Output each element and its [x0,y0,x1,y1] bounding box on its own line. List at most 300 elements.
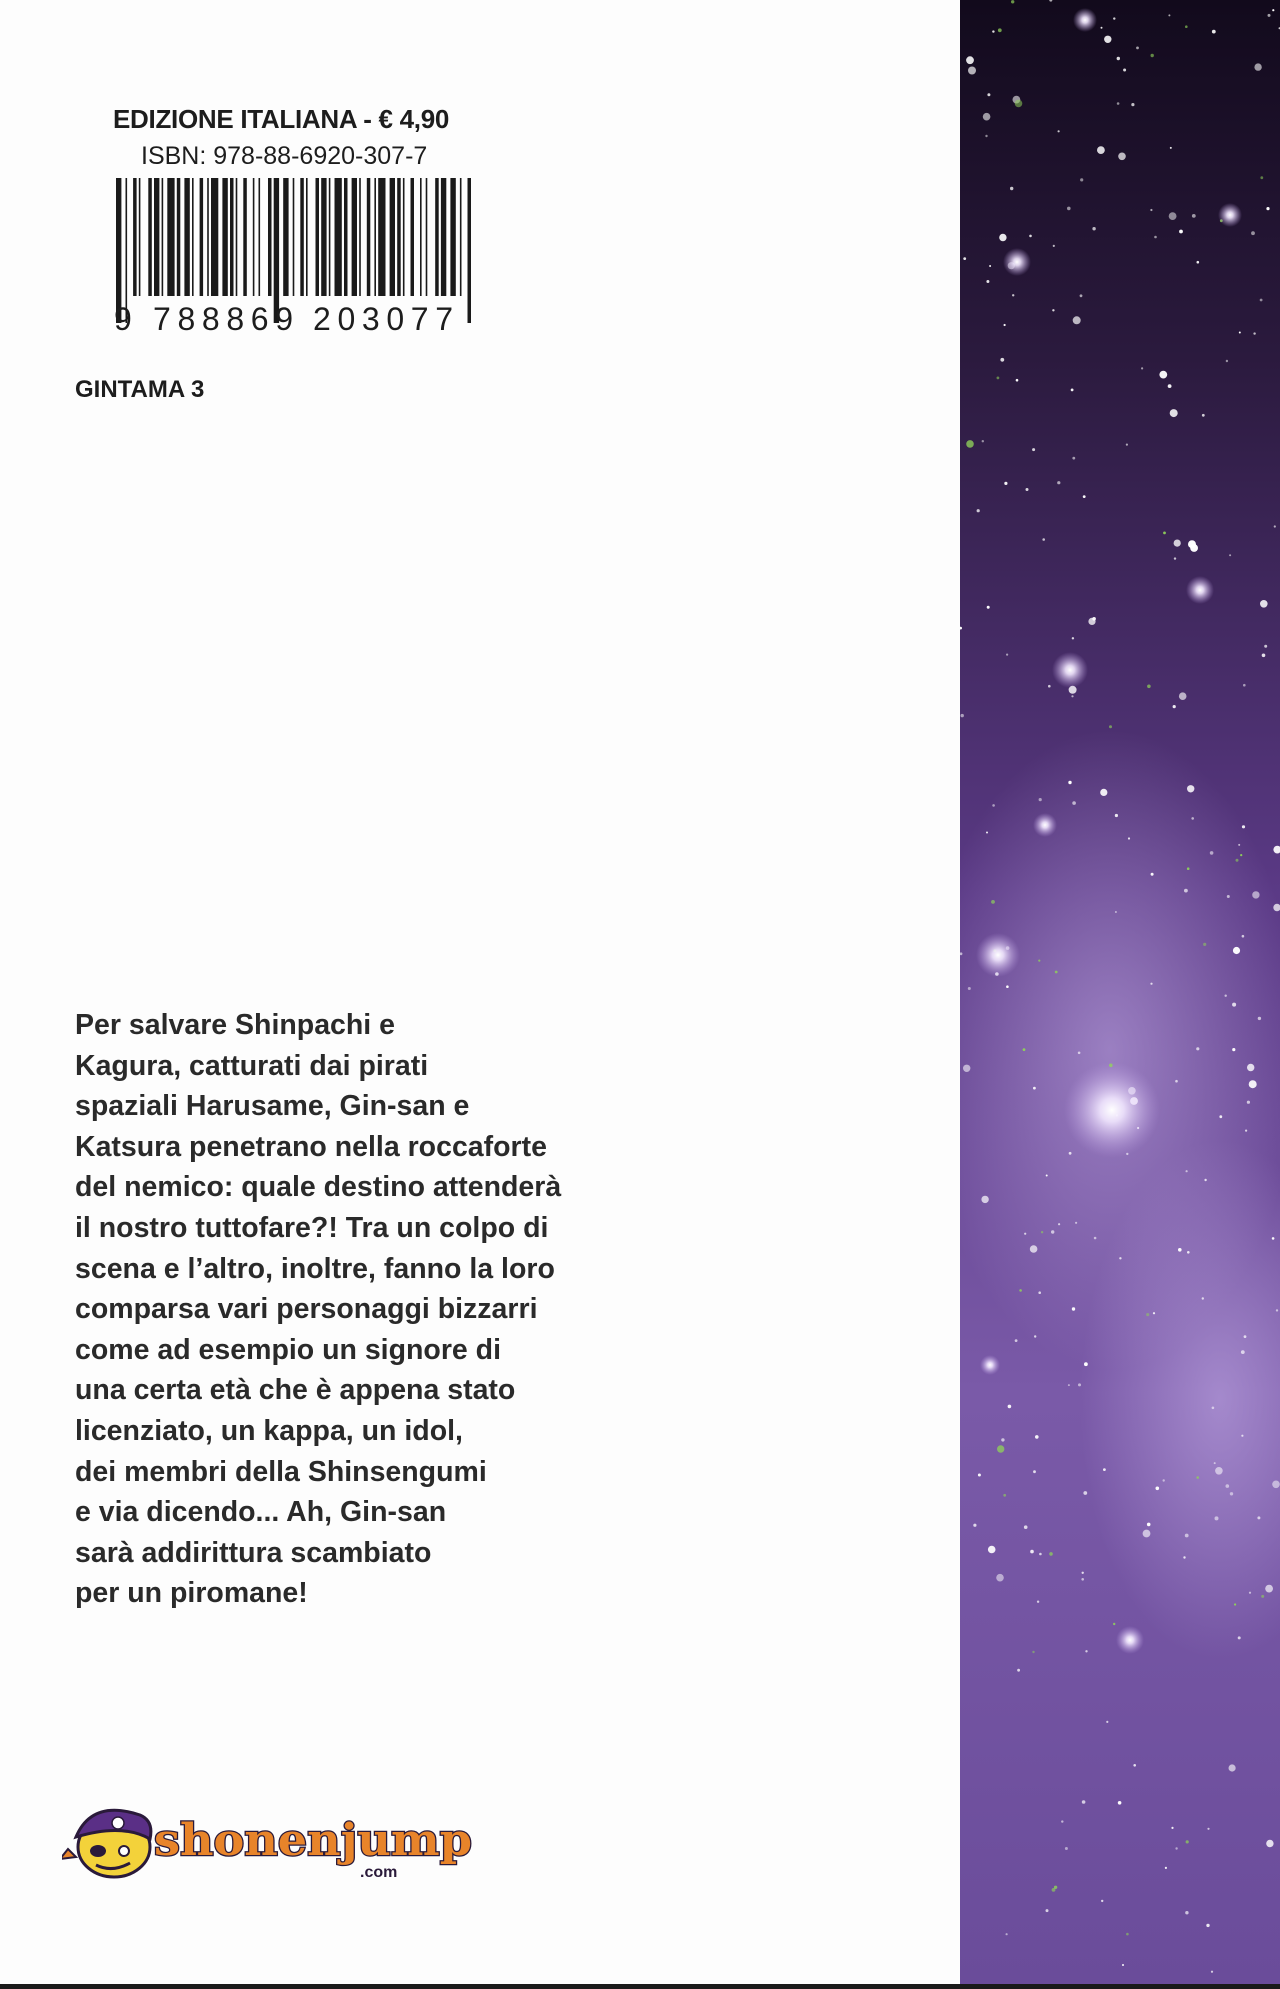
star [1242,825,1245,828]
star [996,1574,1004,1582]
star [1006,1933,1008,1935]
star [1261,1595,1264,1598]
star [1055,971,1058,974]
star [1204,1179,1206,1181]
star [1097,146,1105,154]
star [1143,1530,1151,1538]
star [1266,1840,1273,1847]
star [1048,685,1051,688]
bright-star [1218,203,1242,227]
star [1122,1964,1124,1966]
star [1183,1556,1185,1558]
barcode-bar [293,178,295,296]
star [1006,654,1008,656]
star [1003,1494,1006,1497]
barcode-bar [352,178,357,296]
star [1032,1651,1034,1653]
star [1082,1800,1086,1804]
star [963,257,966,260]
isbn-barcode [108,178,478,338]
star [1185,1911,1188,1914]
star [1004,482,1007,485]
barcode-bar [367,178,371,296]
star [1212,1407,1215,1410]
star [1185,1534,1189,1538]
star [1151,54,1154,57]
star [968,987,971,990]
synopsis-line: Per salvare Shinpachi e [75,1009,395,1041]
synopsis-line: spaziali Harusame, Gin-san e [75,1090,470,1123]
star [1016,379,1019,382]
star [1039,798,1042,801]
star [1150,983,1152,985]
star [1206,1924,1209,1927]
star [1039,1553,1042,1556]
star [978,1474,981,1477]
star [1169,212,1177,220]
star [1156,1487,1160,1491]
barcode-bar [243,178,247,296]
star [1033,1470,1036,1473]
star [1115,814,1118,817]
star [1030,1245,1038,1253]
star [1244,1335,1247,1338]
star [988,1546,996,1554]
series-title: GINTAMA 3 [75,376,205,403]
synopsis-line: una certa età che è appena stato [75,1374,516,1407]
star [1000,358,1004,362]
star [1238,1636,1241,1639]
star [1272,9,1274,11]
star [1178,1248,1182,1252]
star [1084,1362,1088,1366]
star [1232,1003,1236,1007]
synopsis-line: per un piromane! [75,1577,308,1610]
star [1058,1223,1060,1225]
star [1186,1170,1188,1172]
synopsis-line: come ad esempio un signore di [75,1333,502,1366]
barcode-bar [259,178,261,296]
star [1080,178,1083,181]
star [1103,1468,1106,1471]
barcode-bar [177,178,181,296]
isbn-label: ISBN: 978-88-6920-307-7 [141,142,428,170]
star [1073,316,1081,324]
barcode-bar [435,178,439,296]
star [1184,889,1188,893]
star [1227,895,1230,898]
synopsis-line: comparsa vari personaggi bizzarri [75,1293,538,1326]
star [1101,1900,1103,1902]
star [1026,488,1029,491]
star [1106,1721,1108,1723]
star [1226,360,1228,362]
star [1173,705,1176,708]
star [987,93,990,96]
synopsis-line: licenziato, un kappa, un idol, [75,1414,463,1447]
star [1197,261,1200,264]
star [1268,14,1271,17]
star [1147,1523,1151,1527]
star [1085,1650,1087,1652]
star [1210,851,1214,855]
star [1071,695,1073,697]
star [1229,1764,1236,1771]
star [1265,1585,1273,1593]
star [1118,153,1126,161]
star [991,900,995,904]
star [1153,1312,1155,1314]
star [1049,1552,1053,1556]
star [1001,1438,1004,1441]
barcode-bar [397,178,401,296]
star [1041,1231,1043,1233]
barcode-bar [335,178,342,296]
star [1185,25,1188,28]
barcode-bar [329,178,331,296]
star [1170,409,1178,417]
star [1260,299,1263,302]
barcode-bar [148,178,152,296]
star [1071,389,1074,392]
star [1083,495,1086,498]
star [1212,30,1216,34]
star [1032,448,1035,451]
star [1249,1592,1251,1594]
star [1154,236,1157,239]
star [1202,414,1205,417]
star [1115,911,1117,913]
star [981,1196,988,1203]
star [1179,692,1187,700]
star [1207,1828,1209,1830]
star [1072,637,1074,639]
star [966,56,974,64]
star [1229,554,1231,556]
star [1187,1251,1190,1254]
star [1072,801,1076,805]
synopsis-line: Kagura, catturati dai pirati [75,1049,429,1082]
star [1203,943,1206,946]
bright-star [1116,1626,1144,1654]
star [1219,1115,1222,1118]
star [1052,309,1054,311]
star [1247,1101,1250,1104]
star [1241,1435,1243,1437]
star [1239,332,1241,334]
barcode-bar [192,178,194,296]
star [1211,1971,1213,1973]
synopsis-line: dei membri della Shinsengumi [75,1455,487,1488]
star [1119,1257,1121,1259]
star [1008,1405,1012,1409]
star [1015,100,1023,108]
star [992,30,994,32]
barcode-bar [403,178,405,296]
star [1004,324,1006,326]
star [1171,1827,1173,1829]
star [989,265,991,267]
star [963,1065,970,1072]
star [1131,103,1134,106]
barcode-bar [420,178,422,296]
star [986,832,988,834]
star [1225,995,1227,997]
star [1247,1064,1254,1071]
star [1233,947,1240,954]
star [1033,1087,1036,1090]
star [1067,207,1071,211]
star [1015,1339,1018,1342]
star [1072,1307,1075,1310]
star [1126,1933,1129,1936]
star [1035,1435,1039,1439]
bright-star [980,1355,1000,1375]
star [973,1524,976,1527]
star [1078,1383,1081,1386]
barcode-bar [207,178,209,296]
star [1175,1080,1178,1083]
star [1123,69,1126,72]
star [1163,532,1166,535]
star [1260,176,1263,179]
star [1242,935,1245,938]
star [1276,1309,1278,1311]
scan-edge [0,1984,1280,1989]
star [1253,332,1255,334]
barcode-left-digits: 788869 [153,301,293,337]
star [1187,867,1190,870]
barcode-bar [133,178,137,296]
logo-suffix: .com [360,1864,398,1881]
star [1061,1820,1063,1822]
star [1159,371,1167,379]
barcode-bar [222,178,227,296]
star [1245,1130,1247,1132]
star [1046,1909,1049,1912]
star [1126,444,1128,446]
barcode-bar [441,178,446,296]
star [1109,725,1112,728]
barcode-bar [378,178,385,296]
star [1264,645,1267,648]
star [1196,1047,1199,1050]
star [1023,1048,1026,1051]
star [1117,57,1120,60]
star [1168,384,1172,388]
star [1011,0,1014,3]
barcode-bar [230,178,234,296]
star [1170,147,1172,149]
barcode-bar [300,178,304,296]
star [1174,540,1181,547]
star [1092,227,1095,230]
star [1202,1297,1204,1299]
star [1266,207,1269,210]
barcode-bar [268,178,272,296]
star [997,1445,1004,1452]
bright-star [976,933,1020,977]
star [1024,1525,1028,1529]
star [1030,1550,1034,1554]
synopsis-line: sarà addirittura scambiato [75,1536,432,1569]
star [1078,1052,1081,1055]
barcode-bar [450,178,455,296]
barcode-bar [390,178,395,296]
star [1188,540,1196,548]
star [1236,859,1239,862]
star [997,377,1000,380]
star [1146,1313,1149,1316]
starfield-illustration [960,0,1280,1989]
star [1128,837,1130,839]
star [1100,789,1107,796]
star [1068,1384,1070,1386]
star [999,234,1006,241]
star [1274,525,1276,527]
barcode-bar [359,178,361,296]
star [987,606,990,609]
star [1243,684,1246,687]
bright-star [1052,652,1088,688]
star [1186,1840,1189,1843]
star [1272,1237,1275,1240]
star [983,113,991,121]
star [1215,1467,1223,1475]
star [1165,1867,1167,1869]
barcode-bar [468,178,472,323]
star [1260,600,1268,608]
barcode-bar [283,178,288,296]
barcode-bar [426,178,428,296]
star [1075,1222,1077,1224]
star [1068,781,1071,784]
star [1168,14,1170,16]
logo-wordmark: shonenjump [154,1815,472,1866]
star [1081,1578,1084,1581]
barcode-bar [316,178,320,296]
star [1057,481,1060,484]
star [1234,1603,1236,1605]
barcode-bar [411,178,415,296]
star [998,28,1002,32]
star [1017,1669,1020,1672]
star [1175,1847,1177,1849]
star [1019,1289,1022,1292]
star [1058,130,1060,132]
star [1118,1801,1122,1805]
star [1029,235,1032,238]
pirate-mascot-icon [62,1810,151,1877]
star [1251,231,1255,235]
star [1147,685,1151,689]
star [985,135,987,137]
barcode-bar [321,178,326,296]
star [982,440,984,442]
star [1191,817,1194,820]
star [1104,36,1111,43]
bright-star [1003,248,1031,276]
star [986,280,989,283]
synopsis-line: il nostro tuttofare?! Tra un colpo di [75,1211,549,1244]
star [1012,294,1014,296]
bright-star [1186,576,1214,604]
star [1024,1233,1026,1235]
star [1113,1623,1115,1625]
barcode-bar [344,178,348,296]
bright-star [1033,813,1057,837]
barcode-bar [154,178,159,296]
star [1257,1516,1260,1519]
barcode-first-digit: 9 [114,301,132,337]
barcode-right-digits: 203077 [313,301,453,337]
star [1214,1462,1216,1464]
star [1069,1152,1072,1155]
star [1094,1237,1097,1240]
star [1252,891,1259,898]
barcode-bar [460,178,462,296]
star [1196,1476,1199,1479]
star [1113,17,1115,19]
star [1082,1572,1084,1574]
star [1238,844,1240,846]
barcode-bar [139,178,141,296]
star [1117,102,1120,105]
star [1272,1481,1280,1489]
star [1053,245,1055,247]
star [1080,294,1083,297]
barcode-bar [184,178,189,296]
star [1150,209,1152,211]
star [1249,1080,1257,1088]
star [1215,1516,1219,1520]
barcode-bar [253,178,255,296]
barcode-bar [167,178,174,296]
star [1230,1492,1233,1495]
star [1052,1888,1056,1892]
synopsis-line: e via dicendo... Ah, Gin-san [75,1496,447,1529]
edition-price-label: EDIZIONE ITALIANA - € 4,90 [113,104,450,134]
star [1065,1847,1068,1850]
star [1232,1048,1235,1051]
star [1241,1350,1245,1354]
bright-star [1064,1062,1160,1158]
barcode-bar [306,178,308,296]
star [1258,1017,1261,1020]
star [1101,27,1103,29]
synopsis [75,1005,675,1614]
synopsis-line: del nemico: quale destino attenderà [75,1171,562,1204]
star [1187,785,1194,792]
star [1010,187,1013,190]
star [1072,457,1075,460]
star [1051,1230,1054,1233]
star [1042,538,1045,541]
publisher-logo [62,1793,482,1883]
star [1226,1484,1230,1488]
star [1046,1175,1048,1177]
barcode-bar [211,178,218,296]
star [1038,1291,1041,1294]
star [1192,214,1196,218]
star [1038,960,1040,962]
star [1262,654,1266,658]
star [1141,367,1143,369]
star [968,67,976,75]
star [961,714,964,717]
synopsis-line: scena e l’altro, inoltre, fanno la loro [75,1252,555,1285]
star [1151,873,1154,876]
